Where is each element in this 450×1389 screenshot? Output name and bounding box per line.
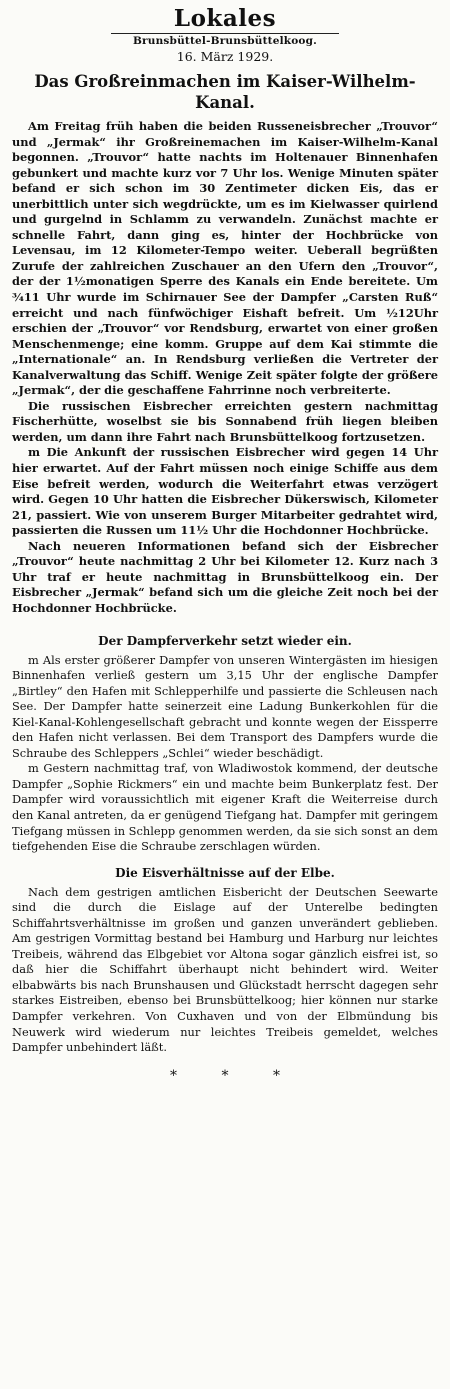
paragraph: m Als erster größerer Dampfer von unseren Wintergästen im hiesigen Binnenhafen verließ gestern um 3,15 Uhr der englische Dampfer „Birtley“ den Hafen mit Schlepperhilfe und passierte die Schleusen nach See. Der Dampfer hatte seinerzeit eine Ladung Bunkerkohlen für die Kiel-Kanal-Kohlengesellschaft gebracht und konnte wegen der Eissperre den Hafen nicht verlassen. Bei dem Transport des Dampfers wurde die Schraube des Schleppers „Schlei“ wieder beschädigt. [12, 652, 438, 760]
dateline: Brunsbüttel-Brunsbüttelkoog. [132, 35, 318, 47]
masthead [12, 6, 438, 65]
closing-ornament: * * * [170, 1067, 280, 1084]
paragraph: Die russischen Eisbrecher erreichten gestern nachmittag Fischerhütte, woselbst sie bis Sonnabend früh liegen bleiben werden, um dann ihre Fahrt nach Brunsbüttelkoog fortzusetzen. [12, 398, 438, 444]
paragraph: m Die Ankunft der russischen Eisbrecher wird gegen 14 Uhr hier erwartet. Auf der Fahrt müssen noch einige Schiffe aus dem Eise befreit werden, wodurch die Weiterfahrt etwas verzögert wird. Gegen 10 Uhr hatten die Eisbrecher Dükerswisch, Kilometer 21, passiert. Wie von unserem Burger Mitarbeiter gedrahtet wird, passierten die Russen um 11½ Uhr die Hochdonner Hochbrücke. [12, 445, 438, 538]
section-title: Lokales [173, 5, 277, 32]
paragraph: m Gestern nachmittag traf, von Wladiwostok kommend, der deutsche Dampfer „Sophie Rickmers“ ein und machte beim Bunkerplatz fest. Der Dampfer wird voraussichtlich mit eigener Kraft die Weiterreise durch den Kanal antreten, da er genügend Tiefgang hat. Dampfer mit geringem Tiefgang müssen in Schlepp genommen werden, da sie sich sonst an dem tiefgehenden Eise die Schraube zerschlagen würden. [12, 761, 438, 854]
paragraph: Nach dem gestrigen amtlichen Eisbericht der Deutschen Seewarte sind die durch die Eislage auf der Unterelbe bedingten Schiffahrtsverhältnisse im großen und ganzen unverändert geblieben. Am gestrigen Vormittag bestand bei Hamburg und Harburg nur leichtes Treibeis, während das Elbgebiet vor Altona sogar gänzlich eisfrei ist, so daß hier die Schiffahrt überhaupt nicht behindert wird. Weiter elbabwärts bis nach Brunshausen und Glückstadt herrscht dagegen sehr starkes Eistreiben, ebenso bei Brunsbüttelkoog; hier können nur starke Dampfer verkehren. Von Cuxhaven und von der Elbmündung bis Neuwerk wird wiederum nur leichtes Treibeis gemeldet, welches Dampfer unbehindert läßt. [12, 884, 438, 1055]
paragraph: Am Freitag früh haben die beiden Russeneisbrecher „Trouvor“ und „Jermak“ ihr Großreinemachen im Kaiser-Wilhelm-Kanal begonnen. „Trouvor“ hatte nachts im Holtenauer Binnenhafen gebunkert und machte kurz vor 7 Uhr los. Wenige Minuten später befand er sich schon im 30 Zentimeter dicken Eis, das er unerbittlich unter sich wegdrückte, um es im Kielwasser quirlend und gurgelnd in Schlamm zu verwandeln. Zunächst machte er schnelle Fahrt, dann ging es, hinter der Hochbrücke von Levensau, im 12 Kilometer-Tempo weiter. Ueberall begrüßten Zurufe der zahlreichen Zuschauer an den Ufern den „Trouvor“, der der 1½monatigen Sperre des Kanals ein Ende bereitete. Um ¾11 Uhr wurde im Schirnauer See der Dampfer „Carsten Ruß“ erreicht und nach fünfwöchiger Eishaft befreit. Um ½12Uhr erschien der „Trouvor“ vor Rendsburg, erwartet von einer großen Menschenmenge; eine komm. Gruppe auf dem Kai stimmte die „Internationale“ an. In Rendsburg verließen die Vertreter der Kanalverwaltung das Schiff. Wenige Zeit später folgte der größere „Jermak“, der die geschaffene Fahrrinne noch verbreiterte. [12, 119, 438, 398]
subheading-elbe-ice: Die Eisverhältnisse auf der Elbe. [115, 865, 335, 880]
article-headline: Das Großreinmachen im Kaiser-Wilhelm-Kanal. [34, 72, 416, 112]
paragraph: Nach neueren Informationen befand sich der Eisbrecher „Trouvor“ heute nachmittag 2 Uhr bei Kilometer 12. Kurz nach 3 Uhr traf er heute nachmittag in Brunsbüttelkoog ein. Der Eisbrecher „Jermak“ befand sich um die gleiche Zeit noch bei der Hochdonner Hochbrücke. [12, 538, 438, 615]
elbe-ice-section [12, 885, 438, 1056]
issue-date: 16. März 1929. [176, 49, 274, 64]
steamer-traffic-section [12, 653, 438, 855]
subheading-steamer-traffic: Der Dampferverkehr setzt wieder ein. [98, 633, 352, 648]
lead-section [12, 119, 438, 617]
